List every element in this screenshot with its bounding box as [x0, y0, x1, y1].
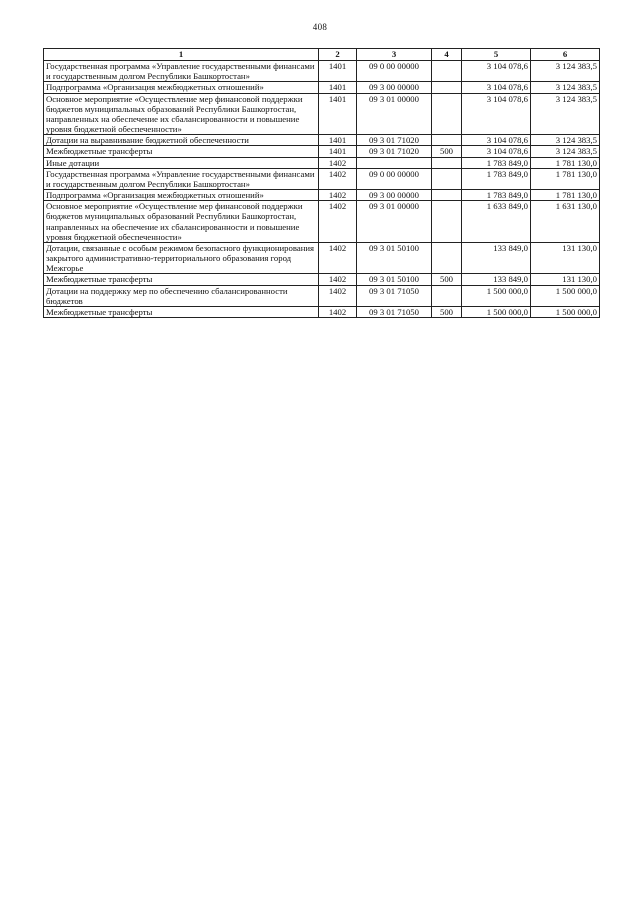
section-code-cell: 1401	[319, 146, 357, 157]
amount-year2-cell: 1 781 130,0	[531, 168, 600, 189]
section-code-cell: 1402	[319, 274, 357, 285]
expense-type-cell	[432, 190, 462, 201]
target-article-cell: 09 3 01 50100	[357, 242, 432, 274]
target-article-cell: 09 3 01 00000	[357, 93, 432, 135]
amount-year1-cell: 1 633 849,0	[462, 201, 531, 243]
column-header: 1	[44, 49, 319, 61]
table-row	[44, 82, 600, 93]
table-row	[44, 285, 600, 306]
expense-type-cell: 500	[432, 306, 462, 317]
target-article-cell: 09 3 01 50100	[357, 274, 432, 285]
target-article-cell: 09 0 00 00000	[357, 168, 432, 189]
table-row	[44, 61, 600, 82]
expense-type-cell	[432, 93, 462, 135]
target-article-cell: 09 3 01 71050	[357, 285, 432, 306]
amount-year2-cell: 3 124 383,5	[531, 135, 600, 146]
target-article-cell: 09 0 00 00000	[357, 61, 432, 82]
amount-year1-cell: 3 104 078,6	[462, 146, 531, 157]
amount-year2-cell: 3 124 383,5	[531, 82, 600, 93]
amount-year1-cell: 1 783 849,0	[462, 168, 531, 189]
amount-year2-cell: 131 130,0	[531, 274, 600, 285]
amount-year1-cell: 1 500 000,0	[462, 285, 531, 306]
table-row	[44, 274, 600, 285]
section-code-cell: 1402	[319, 201, 357, 243]
row-name-cell: Государственная программа «Управление государственными финансами и государственным долгом Республики Башкортостан»	[44, 61, 319, 82]
target-article-cell: 09 3 01 71020	[357, 146, 432, 157]
table-row	[44, 93, 600, 135]
table-row	[44, 242, 600, 274]
table-row	[44, 146, 600, 157]
target-article-cell: 09 3 00 00000	[357, 190, 432, 201]
amount-year1-cell: 3 104 078,6	[462, 82, 531, 93]
row-name-cell: Основное мероприятие «Осуществление мер финансовой поддержки бюджетов муниципальных образований Республики Башкортостан, направленных на обеспечение их сбалансированности и повышение уровня бюджетной обеспеченности»	[44, 201, 319, 243]
target-article-cell	[357, 157, 432, 168]
amount-year1-cell: 3 104 078,6	[462, 93, 531, 135]
amount-year1-cell: 1 783 849,0	[462, 157, 531, 168]
section-code-cell: 1401	[319, 82, 357, 93]
section-code-cell: 1402	[319, 285, 357, 306]
row-name-cell: Государственная программа «Управление государственными финансами и государственным долгом Республики Башкортостан»	[44, 168, 319, 189]
column-header: 5	[462, 49, 531, 61]
target-article-cell: 09 3 01 00000	[357, 201, 432, 243]
header-row	[44, 49, 600, 61]
section-code-cell: 1401	[319, 135, 357, 146]
section-code-cell: 1401	[319, 93, 357, 135]
row-name-cell: Дотации на поддержку мер по обеспечению сбалансированности бюджетов	[44, 285, 319, 306]
amount-year1-cell: 1 783 849,0	[462, 190, 531, 201]
amount-year1-cell: 133 849,0	[462, 274, 531, 285]
expense-type-cell	[432, 135, 462, 146]
amount-year1-cell: 133 849,0	[462, 242, 531, 274]
table-row	[44, 157, 600, 168]
expense-type-cell	[432, 82, 462, 93]
section-code-cell: 1401	[319, 61, 357, 82]
target-article-cell: 09 3 00 00000	[357, 82, 432, 93]
amount-year2-cell: 3 124 383,5	[531, 61, 600, 82]
page-number: 408	[312, 22, 328, 32]
section-code-cell: 1402	[319, 306, 357, 317]
table-row	[44, 306, 600, 317]
expense-type-cell	[432, 201, 462, 243]
amount-year2-cell: 1 781 130,0	[531, 190, 600, 201]
expense-type-cell: 500	[432, 146, 462, 157]
column-header: 6	[531, 49, 600, 61]
expense-type-cell	[432, 61, 462, 82]
amount-year1-cell: 1 500 000,0	[462, 306, 531, 317]
column-header: 4	[432, 49, 462, 61]
expense-type-cell	[432, 242, 462, 274]
table-row	[44, 201, 600, 243]
amount-year2-cell: 1 500 000,0	[531, 285, 600, 306]
row-name-cell: Основное мероприятие «Осуществление мер финансовой поддержки бюджетов муниципальных образований Республики Башкортостан, направленных на обеспечение их сбалансированности и повышение уровня бюджетной обеспеченности»	[44, 93, 319, 135]
target-article-cell: 09 3 01 71050	[357, 306, 432, 317]
section-code-cell: 1402	[319, 157, 357, 168]
amount-year2-cell: 1 631 130,0	[531, 201, 600, 243]
column-header: 2	[319, 49, 357, 61]
budget-table	[43, 48, 600, 318]
column-header: 3	[357, 49, 432, 61]
section-code-cell: 1402	[319, 190, 357, 201]
row-name-cell: Межбюджетные трансферты	[44, 274, 319, 285]
section-code-cell: 1402	[319, 242, 357, 274]
amount-year2-cell: 3 124 383,5	[531, 146, 600, 157]
amount-year2-cell: 1 500 000,0	[531, 306, 600, 317]
target-article-cell: 09 3 01 71020	[357, 135, 432, 146]
table-body	[44, 61, 600, 318]
row-name-cell: Подпрограмма «Организация межбюджетных отношений»	[44, 190, 319, 201]
section-code-cell: 1402	[319, 168, 357, 189]
table-row	[44, 190, 600, 201]
amount-year2-cell: 3 124 383,5	[531, 93, 600, 135]
amount-year1-cell: 3 104 078,6	[462, 61, 531, 82]
expense-type-cell	[432, 157, 462, 168]
table-header	[44, 49, 600, 61]
row-name-cell: Межбюджетные трансферты	[44, 146, 319, 157]
amount-year1-cell: 3 104 078,6	[462, 135, 531, 146]
row-name-cell: Дотации на выравнивание бюджетной обеспеченности	[44, 135, 319, 146]
row-name-cell: Иные дотации	[44, 157, 319, 168]
row-name-cell: Подпрограмма «Организация межбюджетных отношений»	[44, 82, 319, 93]
row-name-cell: Межбюджетные трансферты	[44, 306, 319, 317]
amount-year2-cell: 131 130,0	[531, 242, 600, 274]
table-row	[44, 168, 600, 189]
expense-type-cell	[432, 285, 462, 306]
amount-year2-cell: 1 781 130,0	[531, 157, 600, 168]
expense-type-cell	[432, 168, 462, 189]
expense-type-cell: 500	[432, 274, 462, 285]
table-row	[44, 135, 600, 146]
row-name-cell: Дотации, связанные с особым режимом безопасного функционирования закрытого административно-территориального образования город Межгорье	[44, 242, 319, 274]
